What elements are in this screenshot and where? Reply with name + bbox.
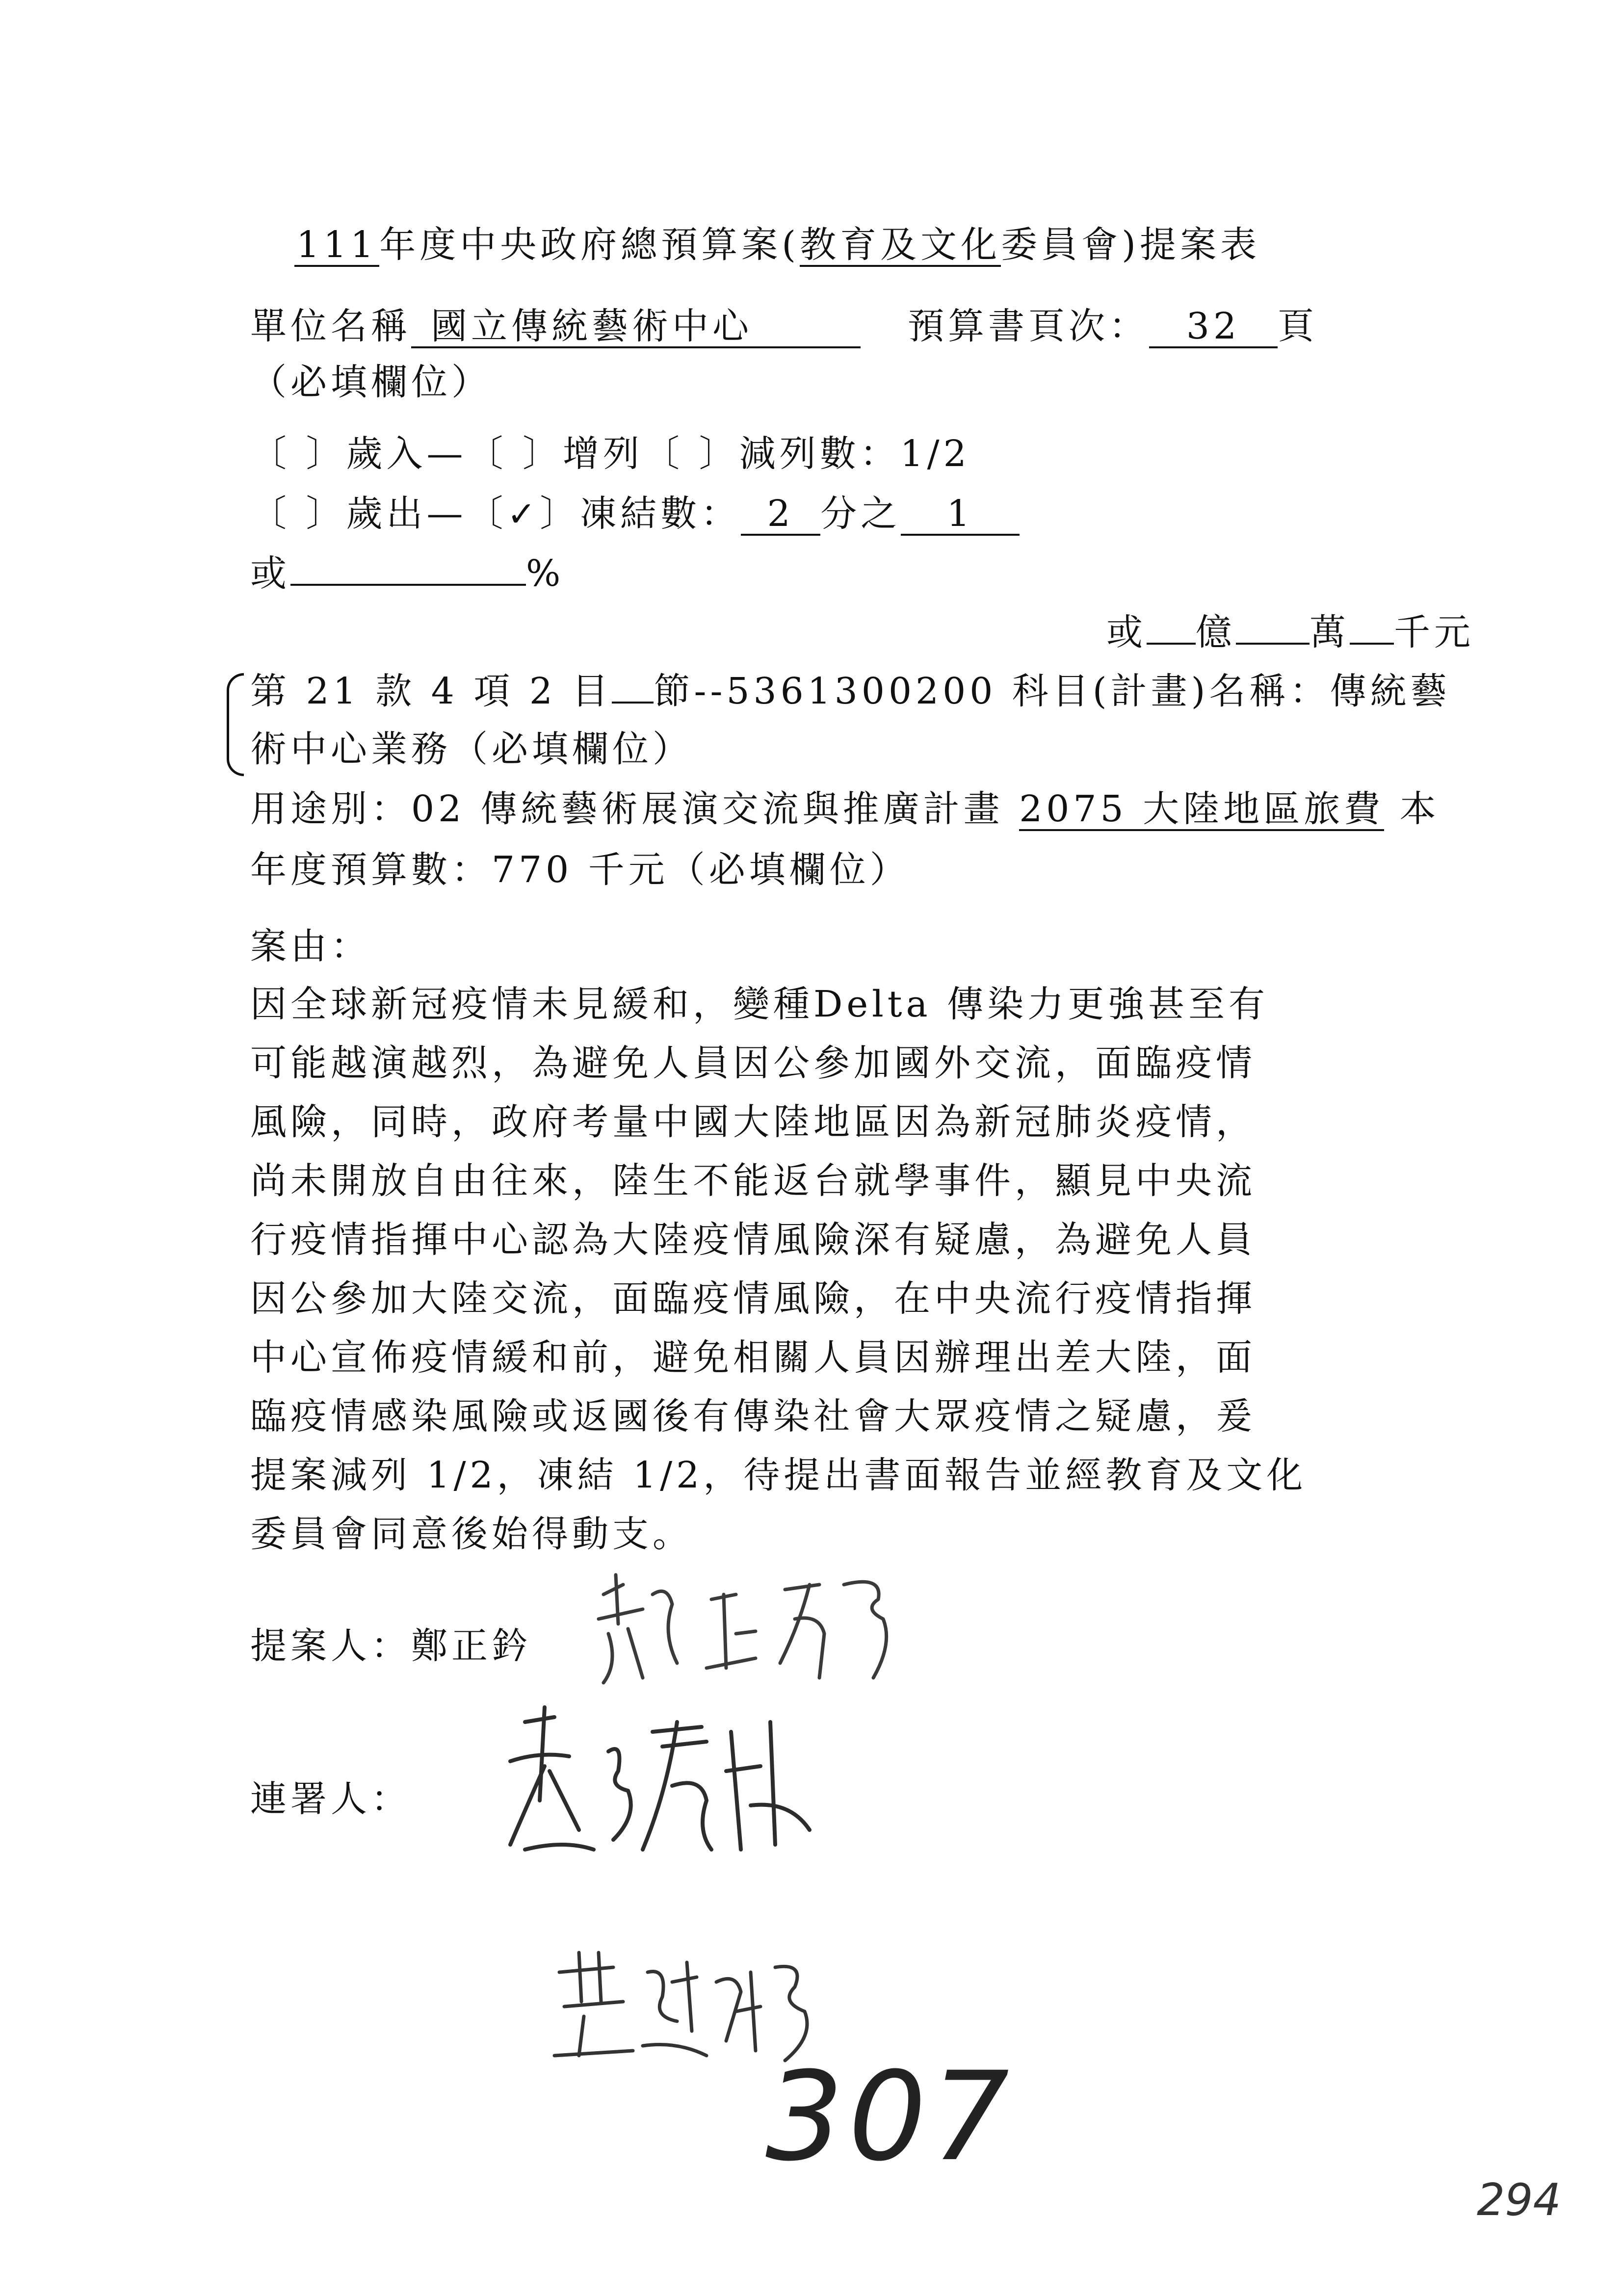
reason-line: 中心宣佈疫情緩和前，避免相關人員因辦理出差大陸，面: [250, 1336, 1256, 1379]
committee-name: 教育及文化: [800, 224, 1001, 266]
revenue-option-line: 〔 〕歲入—〔 〕增列〔 〕減列數：1/2: [250, 433, 970, 475]
reason-line: 尚未開放自由往來，陸生不能返台就學事件，顯見中央流: [250, 1160, 1256, 1202]
reason-line: 委員會同意後始得動支。: [250, 1513, 693, 1555]
page-number: 294: [1477, 2174, 1561, 2226]
percent-line: 或 %: [250, 552, 565, 595]
form-title: 111年度中央政府總預算案(教育及文化委員會)提案表: [294, 227, 1260, 267]
subject-line-2: 術中心業務（必填欄位）: [250, 728, 693, 770]
year: 111: [294, 227, 379, 267]
reason-label: 案由：: [250, 925, 371, 967]
unit-name: 國立傳統藝術中心: [411, 308, 861, 348]
proposal-number: 307: [765, 2045, 1015, 2188]
cosigner-signature-1: [496, 1702, 849, 1874]
percent-blank: [290, 553, 526, 586]
usage-line-2: 年度預算數：770 千元（必填欄位）: [250, 849, 910, 891]
budget-page-number: 32: [1149, 308, 1278, 348]
expenditure-option-line: 〔 〕歲出—〔✓〕凍結數： 2 分之 1: [250, 496, 1020, 536]
required-note: （必填欄位）: [250, 361, 492, 403]
unit-label: 單位名稱: [250, 305, 411, 347]
freeze-denominator: 2: [741, 496, 820, 536]
freeze-numerator: 1: [901, 496, 1020, 536]
usage-line-1: 用途別：02 傳統藝術展演交流與推廣計畫 2075 大陸地區旅費 本: [250, 788, 1440, 830]
amount-line: 或 億 萬 千元: [1106, 611, 1474, 653]
proposer-signature: [589, 1565, 903, 1697]
reason-line: 風險，同時，政府考量中國大陸地區因為新冠肺炎疫情，: [250, 1101, 1256, 1143]
left-brace: [227, 673, 244, 776]
reason-line: 因全球新冠疫情未見緩和，變種Delta 傳染力更強甚至有: [250, 983, 1269, 1025]
budget-page-line: 預算書頁次： 32 頁: [908, 305, 1318, 347]
subject-line-1: 第 21 款 4 項 2 目 節--5361300200 科目(計畫)名稱：傳統藝: [250, 670, 1451, 712]
reason-line: 因公參加大陸交流，面臨疫情風險，在中央流行疫情指揮: [250, 1278, 1256, 1320]
reason-line: 臨疫情感染風險或返國後有傳染社會大眾疫情之疑慮，爰: [250, 1395, 1256, 1437]
reason-line: 可能越演越烈，為避免人員因公參加國外交流，面臨疫情: [250, 1042, 1256, 1084]
proposer-label: 提案人：鄭正鈐: [250, 1625, 532, 1667]
cosigner-label: 連署人：: [250, 1778, 411, 1820]
check-mark-icon: ✓: [507, 494, 540, 534]
usage-item: 2075 大陸地區旅費: [1019, 788, 1385, 830]
reason-line: 行疫情指揮中心認為大陸疫情風險深有疑慮，為避免人員: [250, 1219, 1256, 1261]
reason-line: 提案減列 1/2，凍結 1/2，待提出書面報告並經教育及文化: [250, 1454, 1307, 1496]
unit-line: [250, 305, 861, 348]
